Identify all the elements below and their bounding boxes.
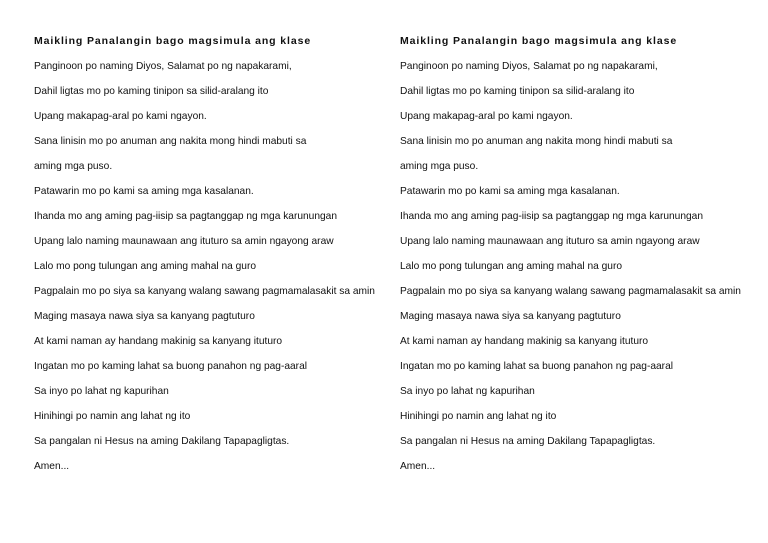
prayer-line: Sa pangalan ni Hesus na aming Dakilang Tapapagligtas. xyxy=(34,436,290,447)
prayer-line: Sana linisin mo po anuman ang nakita mong hindi mabuti sa xyxy=(400,136,673,147)
prayer-line: Dahil ligtas mo po kaming tinipon sa silid-aralang ito xyxy=(400,86,635,97)
prayer-line: Sa pangalan ni Hesus na aming Dakilang Tapapagligtas. xyxy=(400,436,656,447)
prayer-line: Dahil ligtas mo po kaming tinipon sa silid-aralang ito xyxy=(34,86,269,97)
prayer-line: Hinihingi po namin ang lahat ng ito xyxy=(400,411,557,422)
prayer-line: Amen... xyxy=(400,461,436,472)
prayer-line: Ingatan mo po kaming lahat sa buong panahon ng pag-aaral xyxy=(400,361,674,372)
prayer-column-right xyxy=(400,34,745,485)
prayer-line: Upang makapag-aral po kami ngayon. xyxy=(400,111,573,122)
prayer-line: Patawarin mo po kami sa aming mga kasalanan. xyxy=(34,186,254,197)
prayer-line: Upang makapag-aral po kami ngayon. xyxy=(34,111,207,122)
prayer-line: Upang lalo naming maunawaan ang ituturo sa amin ngayong araw xyxy=(34,236,334,247)
prayer-line: Sa inyo po lahat ng kapurihan xyxy=(34,386,169,397)
prayer-line: Ingatan mo po kaming lahat sa buong panahon ng pag-aaral xyxy=(34,361,308,372)
prayer-lines xyxy=(34,60,379,473)
prayer-line: Upang lalo naming maunawaan ang ituturo sa amin ngayong araw xyxy=(400,236,700,247)
prayer-line: Amen... xyxy=(34,461,70,472)
prayer-line: Sa inyo po lahat ng kapurihan xyxy=(400,386,535,397)
prayer-line: Lalo mo pong tulungan ang aming mahal na guro xyxy=(400,261,623,272)
prayer-line: Ihanda mo ang aming pag-iisip sa pagtanggap ng mga karunungan xyxy=(34,211,338,222)
prayer-line: Patawarin mo po kami sa aming mga kasalanan. xyxy=(400,186,620,197)
prayer-line: Panginoon po naming Diyos, Salamat po ng napakarami, xyxy=(400,61,658,72)
prayer-line: Sana linisin mo po anuman ang nakita mong hindi mabuti sa xyxy=(34,136,307,147)
prayer-line: aming mga puso. xyxy=(34,161,113,172)
prayer-column-left xyxy=(34,34,379,485)
prayer-title: Maikling Panalangin bago magsimula ang klase xyxy=(34,35,312,47)
prayer-lines xyxy=(400,60,745,473)
prayer-line: Maging masaya nawa siya sa kanyang pagtuturo xyxy=(400,311,621,322)
prayer-line: Pagpalain mo po siya sa kanyang walang sawang pagmamalasakit sa amin xyxy=(400,286,741,297)
prayer-line: Hinihingi po namin ang lahat ng ito xyxy=(34,411,191,422)
prayer-line: At kami naman ay handang makinig sa kanyang ituturo xyxy=(400,336,649,347)
prayer-line: Panginoon po naming Diyos, Salamat po ng napakarami, xyxy=(34,61,292,72)
prayer-line: Ihanda mo ang aming pag-iisip sa pagtanggap ng mga karunungan xyxy=(400,211,704,222)
prayer-title: Maikling Panalangin bago magsimula ang klase xyxy=(400,35,678,47)
prayer-line: Lalo mo pong tulungan ang aming mahal na guro xyxy=(34,261,257,272)
prayer-line: aming mga puso. xyxy=(400,161,479,172)
prayer-line: Maging masaya nawa siya sa kanyang pagtuturo xyxy=(34,311,255,322)
prayer-line: At kami naman ay handang makinig sa kanyang ituturo xyxy=(34,336,283,347)
prayer-line: Pagpalain mo po siya sa kanyang walang sawang pagmamalasakit sa amin xyxy=(34,286,375,297)
